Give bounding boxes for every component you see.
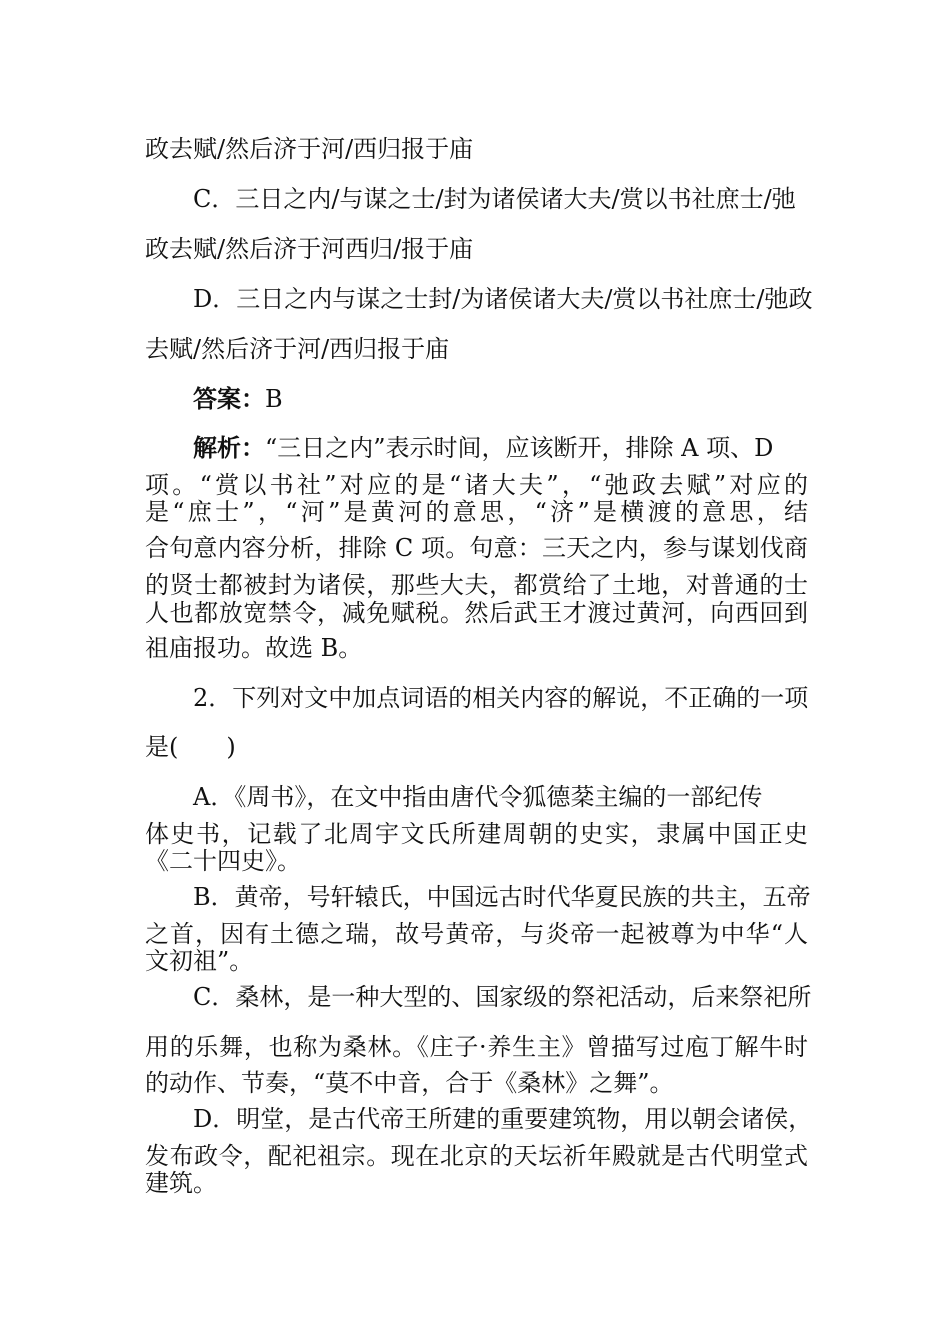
analysis-line-4: 合句意内容分析，排除 C 项。句意：三天之内，参与谋划伐商 <box>145 534 808 562</box>
option-d-line-2: 去赋/然后济于河/西归报于庙 <box>145 335 450 363</box>
option-a-line-2: 体史书，记载了北周宇文氏所建周朝的史实，隶属中国正史 <box>145 820 808 848</box>
option-c-line-2: 政去赋/然后济于河西归/报于庙 <box>145 235 474 263</box>
answer-label: 答案： <box>193 384 265 413</box>
option-d-line-1: D．明堂，是古代帝王所建的重要建筑物，用以朝会诸侯， <box>193 1105 813 1133</box>
analysis-label: 解析： <box>193 433 265 462</box>
analysis-line-6: 人也都放宽禁令，减免赋税。然后武王才渡过黄河，向西回到 <box>145 599 808 627</box>
answer-value: B <box>265 385 283 413</box>
question-2-line-1: 2．下列对文中加点词语的相关内容的解说，不正确的一项 <box>193 684 809 712</box>
option-b-line-2: 之首，因有土德之瑞，故号黄帝，与炎帝一起被尊为中华“人 <box>145 920 808 948</box>
analysis-text: “三日之内”表示时间，应该断开，排除 A 项、D <box>265 434 774 462</box>
option-a-line-3: 《二十四史》。 <box>145 847 301 875</box>
option-d-line-3: 建筑。 <box>145 1169 217 1197</box>
option-b-line-3: 文初祖”。 <box>145 947 254 975</box>
option-c-line-3: 的动作、节奏，“莫不中音，合于《桑林》之舞”。 <box>145 1069 674 1097</box>
answer-line <box>0 384 950 414</box>
option-d-line-2: 发布政令，配祀祖宗。现在北京的天坛祈年殿就是古代明堂式 <box>145 1142 808 1170</box>
option-d-line-1: D．三日之内与谋之士封/为诸侯诸大夫/赏以书社庶士/弛政 <box>193 285 813 313</box>
analysis-line-5: 的贤士都被封为诸侯，那些大夫，都赏给了土地，对普通的士 <box>145 571 808 599</box>
option-c-line-1: C．桑林，是一种大型的、国家级的祭祀活动，后来祭祀所 <box>193 983 812 1011</box>
option-b-line-1: B．黄帝，号轩辕氏，中国远古时代华夏民族的共主，五帝 <box>193 883 811 911</box>
option-c-line-1: C．三日之内/与谋之士/封为诸侯诸大夫/赏以书社庶士/弛 <box>193 185 796 213</box>
analysis-line-3: 是“庶士”，“河”是黄河的意思，“济”是横渡的意思，结 <box>145 498 808 526</box>
analysis-line-2: 项。“赏以书社”对应的是“诸大夫”，“弛政去赋”对应的 <box>145 471 808 499</box>
question-2-line-2: 是( ) <box>145 733 236 761</box>
option-c-line-2: 用的乐舞，也称为桑林。《庄子·养生主》曾描写过庖丁解牛时 <box>145 1033 808 1061</box>
option-a-line-1: A．《周书》，在文中指由唐代令狐德棻主编的一部纪传 <box>193 783 763 811</box>
text-line: 政去赋/然后济于河/西归报于庙 <box>145 135 474 163</box>
analysis-line-1 <box>0 433 950 463</box>
analysis-line-7: 祖庙报功。故选 B。 <box>145 634 363 662</box>
